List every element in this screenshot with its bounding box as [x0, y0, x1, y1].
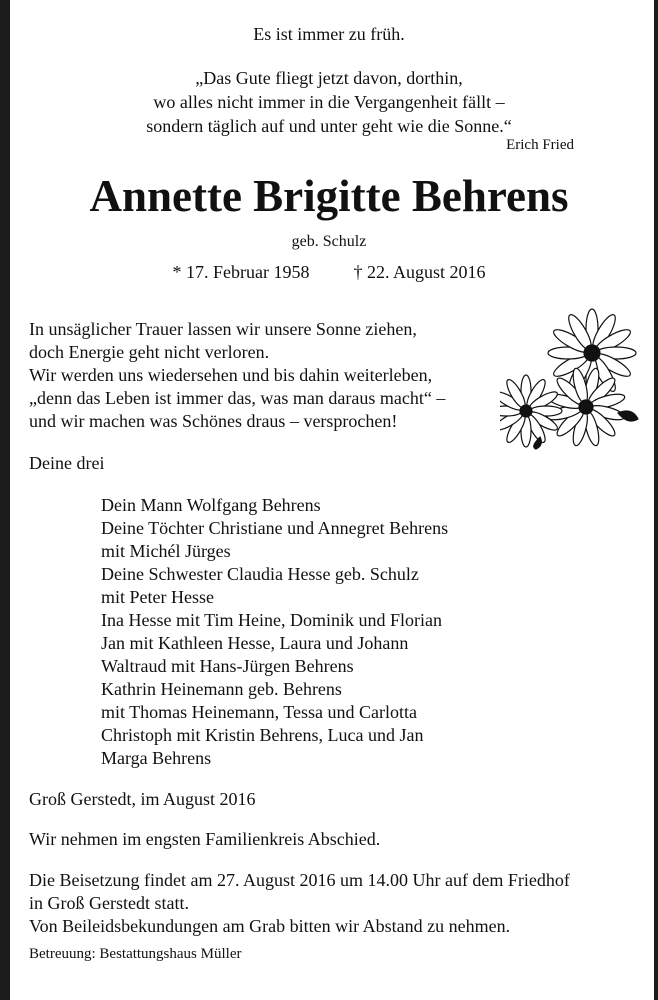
family-member: Jan mit Kathleen Hesse, Laura und Johann: [101, 633, 409, 653]
family-member: mit Thomas Heinemann, Tessa und Carlotta: [101, 702, 418, 722]
message-line: Wir werden uns wiedersehen und bis dahin weiterleben,: [29, 365, 433, 385]
quote-line: sondern täglich auf und unter geht wie die Sonne.“: [146, 116, 512, 136]
quote-line: „Das Gute fliegt jetzt davon, dorthin,: [195, 68, 463, 88]
deceased-name: Annette Brigitte Behrens: [89, 171, 569, 221]
message-line: und wir machen was Schönes draus – versprochen!: [29, 411, 398, 431]
farewell-note: Wir nehmen im engsten Familienkreis Abschied.: [29, 829, 381, 849]
message-line: „denn das Leben ist immer das, was man daraus macht“ –: [29, 388, 446, 408]
mourning-message: [29, 318, 509, 433]
family-list: [101, 494, 448, 770]
family-member: mit Peter Hesse: [101, 587, 214, 607]
family-member: Christoph mit Kristin Behrens, Luca und Jan: [101, 725, 424, 745]
family-member: Dein Mann Wolfgang Behrens: [101, 495, 321, 515]
family-member: Waltraud mit Hans-Jürgen Behrens: [101, 656, 354, 676]
family-member: mit Michél Jürges: [101, 541, 231, 561]
funeral-details: [29, 869, 570, 938]
message-line: doch Energie geht nicht verloren.: [29, 342, 270, 362]
family-intro: Deine drei: [29, 453, 105, 473]
quote-author: Erich Fried: [506, 137, 574, 153]
message-line: In unsäglicher Trauer lassen wir unsere Sonne ziehen,: [29, 319, 417, 339]
header-line: Es ist immer zu früh.: [253, 24, 405, 44]
family-member: Deine Schwester Claudia Hesse geb. Schulz: [101, 564, 419, 584]
left-border: [0, 0, 10, 1000]
funeral-home-credit: Betreuung: Bestattungshaus Müller: [29, 946, 242, 962]
family-member: Deine Töchter Christiane und Annegret Behrens: [101, 518, 449, 538]
funeral-line: Die Beisetzung findet am 27. August 2016 um 14.00 Uhr auf dem Friedhof: [29, 870, 570, 890]
funeral-line: Von Beileidsbekundungen am Grab bitten wir Abstand zu nehmen.: [29, 916, 511, 936]
family-member: Marga Behrens: [101, 748, 212, 768]
quote-line: wo alles nicht immer in die Vergangenheit fällt –: [153, 92, 505, 112]
right-border: [654, 0, 658, 1000]
life-dates: [0, 262, 658, 283]
death-date: † 22. August 2016: [353, 262, 486, 282]
birth-name: geb. Schulz: [291, 233, 367, 250]
birth-date: * 17. Februar 1958: [172, 262, 310, 282]
quote: [0, 66, 658, 138]
funeral-line: in Groß Gerstedt statt.: [29, 893, 189, 913]
place-date: Groß Gerstedt, im August 2016: [29, 789, 256, 809]
flowers-icon: [500, 305, 640, 450]
family-member: Kathrin Heinemann geb. Behrens: [101, 679, 342, 699]
family-member: Ina Hesse mit Tim Heine, Dominik und Florian: [101, 610, 442, 630]
